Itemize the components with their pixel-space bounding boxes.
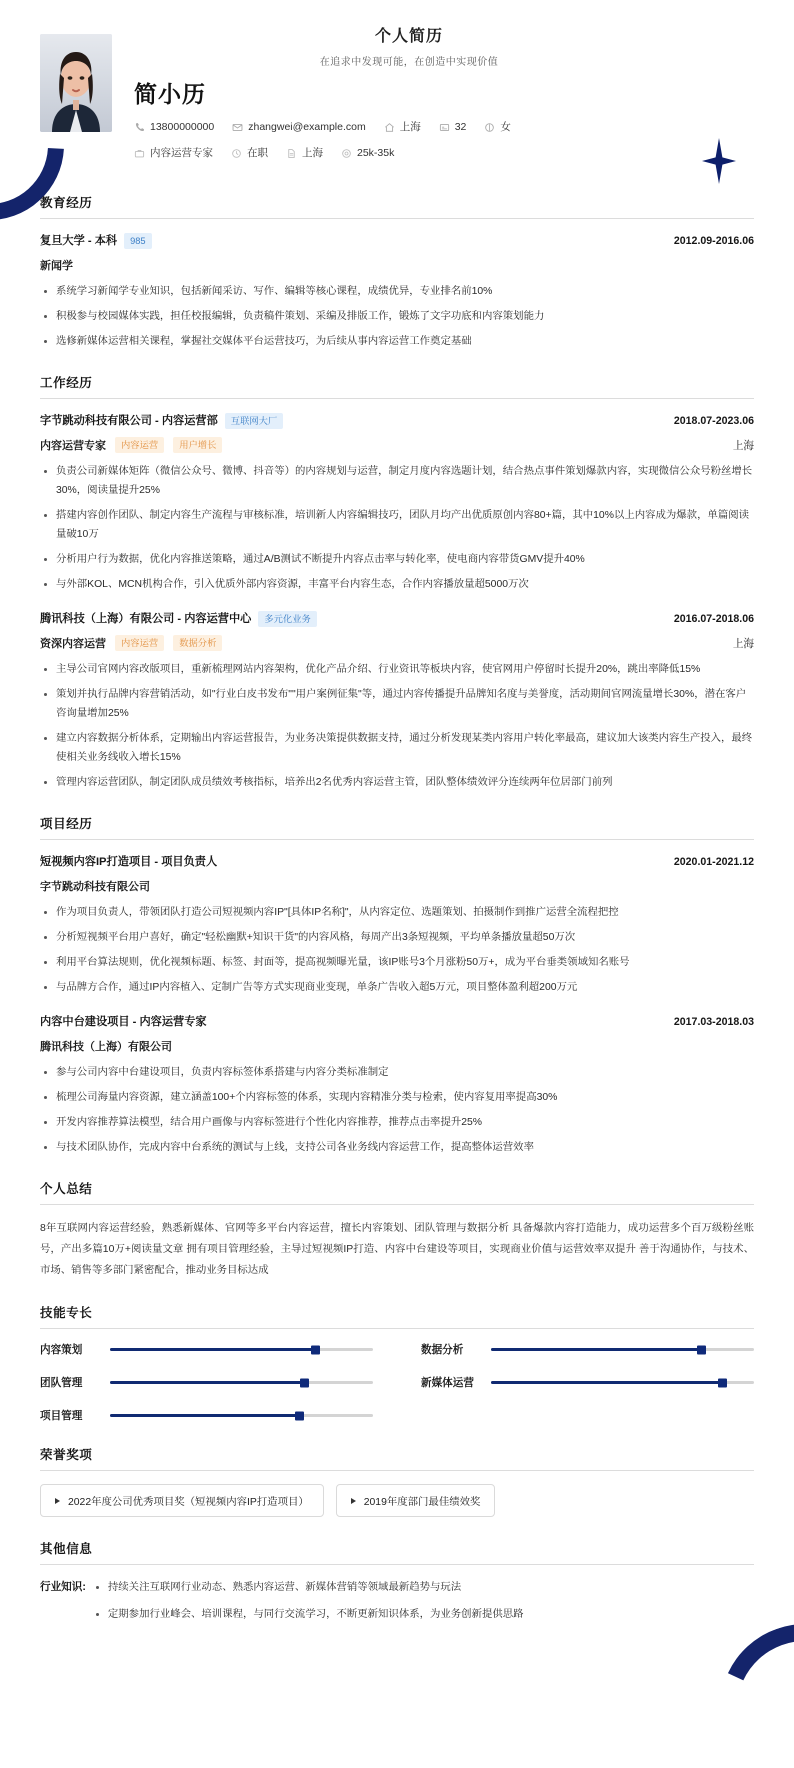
education-entry [40,232,754,351]
contact-value: 女 [500,121,511,133]
section-other-info [0,1539,794,1632]
work-bullets [40,660,754,792]
section-title-summary: 个人总结 [40,1182,93,1196]
skill-label: 团队管理 [40,1377,83,1389]
skill-slider[interactable] [110,1381,373,1384]
section-work [0,373,794,792]
bottom-spacer [0,1632,794,1674]
work-bullets [40,462,754,594]
resume-header [0,0,794,171]
contact-value: 上海 [302,147,323,159]
skill-label: 数据分析 [421,1344,464,1356]
status-icon [231,148,242,159]
education-major: 新闻学 [40,260,73,272]
work-entry [40,412,754,594]
page-title: 个人简历 [374,28,443,45]
list-item: 定期参加行业峰会、培训课程，与同行交流学习，不断更新知识体系，为业务创新提供思路 [92,1605,754,1624]
skill-slider[interactable] [491,1348,754,1351]
school-tag: 985 [124,233,152,249]
list-item: 分析用户行为数据，优化内容推送策略，通过A/B测试不断提升内容点击率与转化率，使电商内容带货GMV提升40% [40,550,754,569]
skill-fill [491,1348,701,1351]
section-skills [0,1303,794,1423]
award-chip[interactable] [40,1484,324,1517]
phone-icon [134,122,145,133]
list-item: 持续关注互联网行业动态、熟悉内容运营、新媒体营销等领域最新趋势与玩法 [92,1578,754,1597]
work-location: 上海 [732,439,754,452]
education-date: 2012.09-2016.06 [673,235,754,247]
work-date: 2018.07-2023.06 [673,415,754,427]
award-label: 2019年度部门最佳绩效奖 [363,1497,481,1508]
divider [40,1564,754,1565]
company-tag: 多元化业务 [258,611,317,627]
project-date: 2020.01-2021.12 [673,856,754,868]
school-name: 复旦大学 - 本科 [40,235,118,247]
divider [40,398,754,399]
skill-fill [110,1381,305,1384]
skill-label: 项目管理 [40,1410,83,1422]
project-company: 字节跳动科技有限公司 [40,881,150,893]
candidate-name: 简小历 [134,81,206,107]
contact-age [439,119,467,135]
list-item: 策划并执行品牌内容营销活动，如"行业白皮书发布""用户案例征集"等，通过内容传播提升品牌知名度与美誉度，活动期间官网流量增长30%，潜在客户咨询量增加25% [40,685,754,723]
skills-grid [40,1342,754,1423]
skill-tag: 数据分析 [173,635,222,651]
skill-knob[interactable] [300,1378,309,1387]
section-education [0,193,794,351]
briefcase-icon [134,148,145,159]
skill-knob[interactable] [295,1411,304,1420]
divider [40,218,754,219]
list-item: 积极参与校园媒体实践，担任校报编辑，负责稿件策划、采编及排版工作，锻炼了文字功底和内容策划能力 [40,307,754,326]
section-title-awards: 荣誉奖项 [40,1448,93,1462]
list-item: 作为项目负责人，带领团队打造公司短视频内容IP"[具体IP名称]"，从内容定位、选题策划、拍摄制作到推广运营全流程把控 [40,903,754,922]
project-name: 内容中台建设项目 - 内容运营专家 [40,1016,207,1028]
section-projects [0,814,794,1157]
education-bullets [40,282,754,351]
project-bullets [40,903,754,997]
contact-row-primary [134,119,754,135]
skill-row [421,1375,754,1390]
section-awards [0,1445,794,1517]
contact-value: 内容运营专家 [150,147,213,159]
work-entry [40,610,754,792]
summary-text: 8年互联网内容运营经验，熟悉新媒体、官网等多平台内容运营，擅长内容策划、团队管理与数据分析 具备爆款内容打造能力，成功运营多个百万级粉丝账号，产出多篇10万+阅读量文章 拥有项目管理经验，主导过短视频IP打造、内容中台建设等项目，实现商业价值与运营效率双提升 善于沟通协作，与技术、市场、销售等多部门紧密配合，推动业务目标达成 [40,1223,754,1276]
skill-row [40,1408,373,1423]
contact-value: 上海 [399,121,421,133]
id-icon [439,122,450,133]
list-item: 负责公司新媒体矩阵（微信公众号、微博、抖音等）的内容规划与运营，制定月度内容选题计划，结合热点事件策划爆款内容，实现微信公众号粉丝增长30%，阅读量提升25% [40,462,754,500]
contact-value: zhangwei@example.com [248,121,366,133]
list-item: 分析短视频平台用户喜好，确定"轻松幽默+知识干货"的内容风格，每周产出3条短视频，平均单条播放量超50万次 [40,928,754,947]
job-title: 资深内容运营 [40,638,106,650]
project-entry [40,853,754,997]
contact-email [232,119,365,135]
contact-value: 13800000000 [150,121,215,133]
contact-value: 25k-35k [357,147,395,159]
project-company: 腾讯科技（上海）有限公司 [40,1041,172,1053]
other-info-list [92,1578,754,1632]
gender-icon [484,122,495,133]
list-item: 梳理公司海量内容资源，建立涵盖100+个内容标签的体系，实现内容精准分类与检索，使内容复用率提高30% [40,1088,754,1107]
play-triangle-icon [55,1498,60,1504]
home-icon [384,122,395,133]
mail-icon [232,122,243,133]
skill-slider[interactable] [110,1414,373,1417]
skill-fill [491,1381,722,1384]
skill-slider[interactable] [110,1348,373,1351]
contact-expected-city [286,145,323,161]
award-label: 2022年度公司优秀项目奖（短视频内容IP打造项目） [68,1497,309,1508]
work-location: 上海 [732,637,754,650]
skill-row [40,1342,373,1357]
list-item: 系统学习新闻学专业知识，包括新闻采访、写作、编辑等核心课程，成绩优异，专业排名前10% [40,282,754,301]
section-title-skills: 技能专长 [40,1306,93,1320]
skill-fill [110,1414,299,1417]
skills-grid-spacer [421,1408,754,1423]
project-entry [40,1013,754,1157]
skill-slider[interactable] [491,1381,754,1384]
list-item: 与技术团队协作，完成内容中台系统的测试与上线，支持公司各业务线内容运营工作，提高整体运营效率 [40,1138,754,1157]
contact-value: 32 [454,121,467,133]
skill-fill [110,1348,315,1351]
other-info-label: 行业知识: [40,1581,86,1593]
skill-row [421,1342,754,1357]
divider [40,1470,754,1471]
job-title: 内容运营专家 [40,440,106,452]
skill-label: 新媒体运营 [421,1377,474,1389]
document-icon [286,148,297,159]
list-item: 主导公司官网内容改版项目，重新梳理网站内容架构，优化产品介绍、行业资讯等板块内容，使官网用户停留时长提升20%，跳出率降低15% [40,660,754,679]
awards-list [40,1484,754,1517]
section-title-projects: 项目经历 [40,817,93,831]
contact-gender [484,119,511,135]
section-title-education: 教育经历 [40,196,93,210]
skill-knob[interactable] [697,1345,706,1354]
contact-salary [341,145,394,161]
avatar [40,34,112,132]
list-item: 与外部KOL、MCN机构合作，引入优质外部内容资源，丰富平台内容生态，合作内容播放量超5000万次 [40,575,754,594]
company-name: 腾讯科技（上海）有限公司 - 内容运营中心 [40,613,252,625]
list-item: 搭建内容创作团队、制定内容生产流程与审核标准，培训新人内容编辑技巧，团队月均产出优质原创内容80+篇，其中10%以上内容成为爆款，单篇阅读量破10万 [40,506,754,544]
project-date: 2017.03-2018.03 [673,1016,754,1028]
contact-row-secondary [134,145,754,161]
divider [40,1328,754,1329]
list-item: 管理内容运营团队，制定团队成员绩效考核指标，培养出2名优秀内容运营主管，团队整体绩效评分连续两年位居部门前列 [40,773,754,792]
divider [40,1204,754,1205]
list-item: 利用平台算法规则，优化视频标题、标签、封面等，提高视频曝光量，该IP账号3个月涨粉50万+，成为平台垂类领域知名账号 [40,953,754,972]
salary-icon [341,148,352,159]
skill-tag: 内容运营 [115,635,164,651]
skill-tag: 内容运营 [115,437,164,453]
page-subtitle: 在追求中发现可能，在创造中实现价值 [319,57,499,68]
work-date: 2016.07-2018.06 [673,613,754,625]
list-item: 与品牌方合作，通过IP内容植入、定制广告等方式实现商业变现，单条广告收入超5万元，项目整体盈利超200万元 [40,978,754,997]
contact-value: 在职 [247,147,268,159]
award-chip[interactable] [336,1484,496,1517]
skill-knob[interactable] [311,1345,320,1354]
project-bullets [40,1063,754,1157]
project-name: 短视频内容IP打造项目 - 项目负责人 [40,856,218,868]
list-item: 参与公司内容中台建设项目，负责内容标签体系搭建与内容分类标准制定 [40,1063,754,1082]
list-item: 选修新媒体运营相关课程，掌握社交媒体平台运营技巧，为后续从事内容运营工作奠定基础 [40,332,754,351]
contact-city [384,119,421,135]
company-name: 字节跳动科技有限公司 - 内容运营部 [40,415,218,427]
contact-position [134,145,213,161]
skill-row [40,1375,373,1390]
list-item: 开发内容推荐算法模型，结合用户画像与内容标签进行个性化内容推荐，推荐点击率提升25% [40,1113,754,1132]
play-triangle-icon [351,1498,356,1504]
section-title-work: 工作经历 [40,376,93,390]
contact-job-status [231,145,268,161]
skill-tag: 用户增长 [173,437,222,453]
section-title-other-info: 其他信息 [40,1542,93,1556]
list-item: 建立内容数据分析体系，定期输出内容运营报告，为业务决策提供数据支持，通过分析发现某类内容用户转化率最高，建议加大该类内容生产投入，最终使相关业务线收入增长15% [40,729,754,767]
skill-knob[interactable] [718,1378,727,1387]
contact-phone [134,119,214,135]
divider [40,839,754,840]
section-summary [0,1179,794,1281]
skill-label: 内容策划 [40,1344,83,1356]
company-tag: 互联网大厂 [225,413,284,429]
